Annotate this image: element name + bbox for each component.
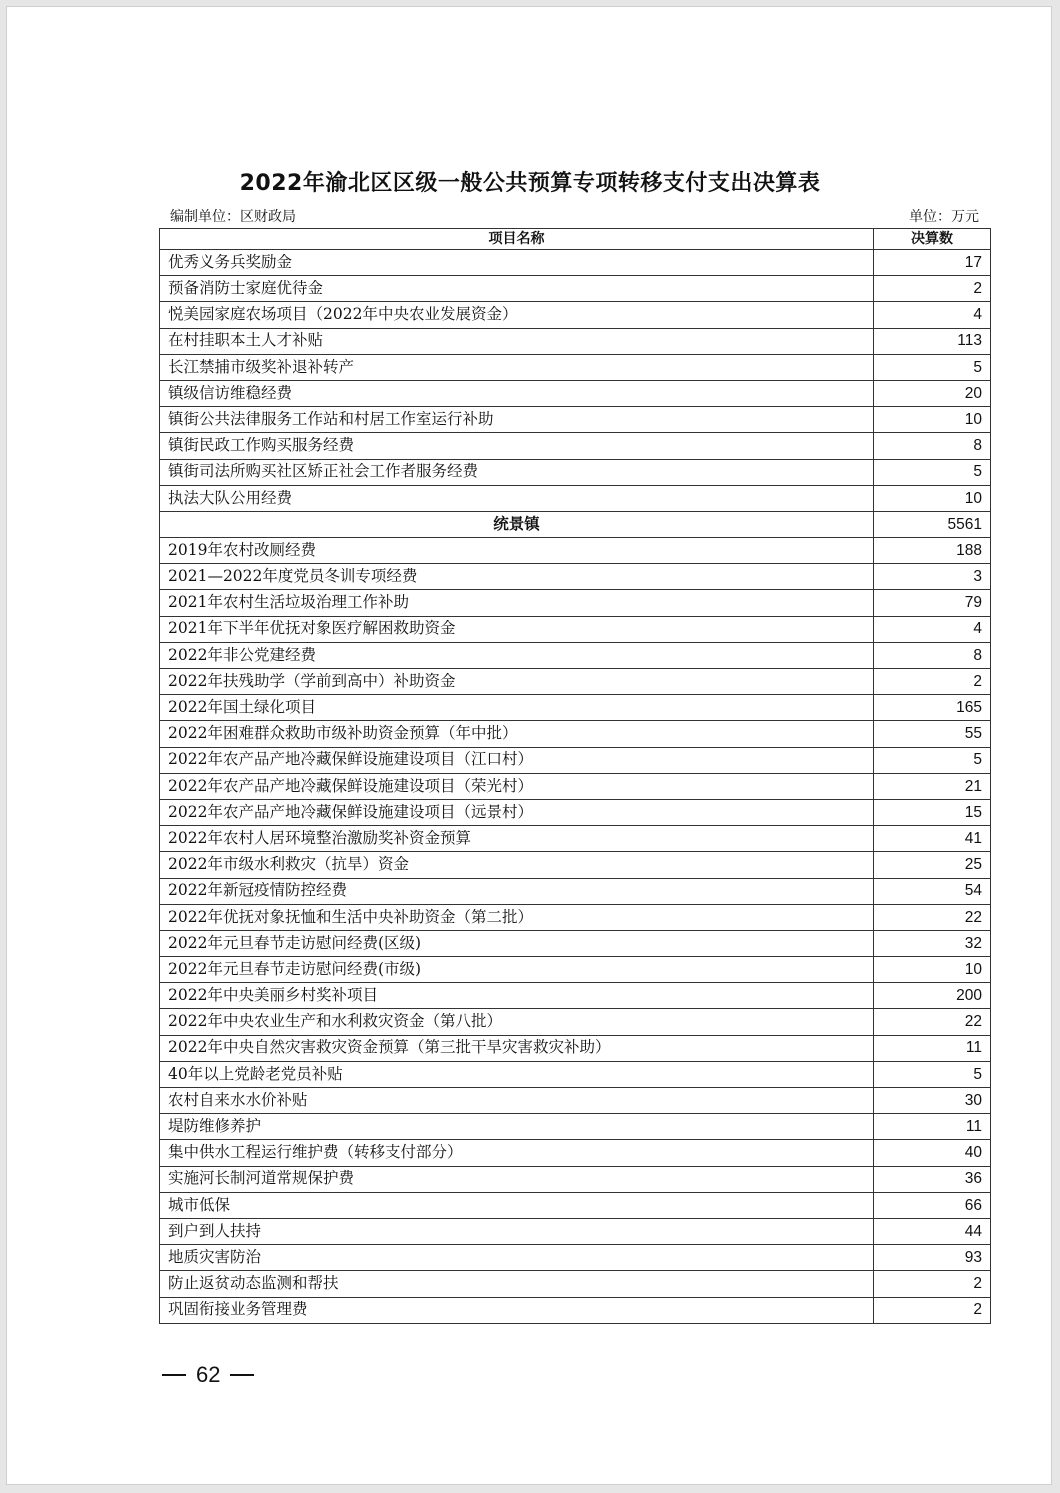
row-amount: 44 <box>874 1218 991 1244</box>
row-amount: 79 <box>874 590 991 616</box>
row-amount: 5561 <box>874 511 991 537</box>
row-project-name: 统景镇 <box>160 511 874 537</box>
dash-left <box>162 1374 186 1376</box>
row-amount: 3 <box>874 564 991 590</box>
row-project-name: 2022年中央自然灾害救灾资金预算（第三批干旱灾害救灾补助） <box>160 1035 874 1061</box>
row-amount: 40 <box>874 1140 991 1166</box>
table-row <box>160 1166 991 1192</box>
row-amount: 2 <box>874 1297 991 1323</box>
table-row <box>160 852 991 878</box>
table-row <box>160 590 991 616</box>
row-amount: 66 <box>874 1192 991 1218</box>
row-amount: 93 <box>874 1245 991 1271</box>
row-project-name: 优秀义务兵奖励金 <box>160 250 874 276</box>
row-amount: 4 <box>874 302 991 328</box>
header-project-name: 项目名称 <box>160 229 874 250</box>
row-amount: 188 <box>874 538 991 564</box>
row-project-name: 到户到人扶持 <box>160 1218 874 1244</box>
row-amount: 10 <box>874 957 991 983</box>
row-project-name: 2022年困难群众救助市级补助资金预算（年中批） <box>160 721 874 747</box>
row-project-name: 2021年下半年优抚对象医疗解困救助资金 <box>160 616 874 642</box>
table-row <box>160 433 991 459</box>
table-row <box>160 538 991 564</box>
row-amount: 11 <box>874 1035 991 1061</box>
row-amount: 41 <box>874 826 991 852</box>
row-project-name: 防止返贫动态监测和帮扶 <box>160 1271 874 1297</box>
table-row <box>160 1297 991 1323</box>
row-project-name: 2022年新冠疫情防控经费 <box>160 878 874 904</box>
row-project-name: 镇级信访维稳经费 <box>160 380 874 406</box>
table-row <box>160 1088 991 1114</box>
page-title: 2022年渝北区区级一般公共预算专项转移支付支出决算表 <box>239 171 821 196</box>
row-amount: 5 <box>874 459 991 485</box>
row-amount: 8 <box>874 642 991 668</box>
table-row <box>160 1035 991 1061</box>
table-row <box>160 1009 991 1035</box>
row-project-name: 2022年农产品产地冷藏保鲜设施建设项目（荣光村） <box>160 773 874 799</box>
row-amount: 5 <box>874 354 991 380</box>
table-row <box>160 485 991 511</box>
page-number: 62 <box>196 1362 221 1387</box>
row-project-name: 40年以上党龄老党员补贴 <box>160 1061 874 1087</box>
row-project-name: 镇街司法所购买社区矫正社会工作者服务经费 <box>160 459 874 485</box>
table-row <box>160 957 991 983</box>
table-row <box>160 276 991 302</box>
row-amount: 5 <box>874 1061 991 1087</box>
row-project-name: 集中供水工程运行维护费（转移支付部分） <box>160 1140 874 1166</box>
table-group-row <box>160 511 991 537</box>
row-project-name: 长江禁捕市级奖补退补转产 <box>160 354 874 380</box>
table-row <box>160 695 991 721</box>
table-body <box>160 250 991 1324</box>
table-row <box>160 669 991 695</box>
table-row <box>160 747 991 773</box>
row-amount: 5 <box>874 747 991 773</box>
table-row <box>160 642 991 668</box>
row-project-name: 镇街公共法律服务工作站和村居工作室运行补助 <box>160 407 874 433</box>
row-amount: 8 <box>874 433 991 459</box>
row-amount: 55 <box>874 721 991 747</box>
row-amount: 15 <box>874 799 991 825</box>
table-row <box>160 1061 991 1087</box>
row-amount: 32 <box>874 930 991 956</box>
header-amount: 决算数 <box>874 229 991 250</box>
row-project-name: 预备消防士家庭优待金 <box>160 276 874 302</box>
row-amount: 22 <box>874 904 991 930</box>
row-project-name: 悦美园家庭农场项目（2022年中央农业发展资金） <box>160 302 874 328</box>
table-row <box>160 1192 991 1218</box>
row-project-name: 2022年国土绿化项目 <box>160 695 874 721</box>
table-row <box>160 773 991 799</box>
table-row <box>160 328 991 354</box>
row-project-name: 2022年农产品产地冷藏保鲜设施建设项目（远景村） <box>160 799 874 825</box>
dash-right <box>230 1374 254 1376</box>
row-amount: 200 <box>874 983 991 1009</box>
row-project-name: 镇街民政工作购买服务经费 <box>160 433 874 459</box>
table-row <box>160 930 991 956</box>
row-project-name: 2022年元旦春节走访慰问经费(市级) <box>160 957 874 983</box>
row-project-name: 2022年非公党建经费 <box>160 642 874 668</box>
row-project-name: 执法大队公用经费 <box>160 485 874 511</box>
row-project-name: 实施河长制河道常规保护费 <box>160 1166 874 1192</box>
row-project-name: 2021年农村生活垃圾治理工作补助 <box>160 590 874 616</box>
table-row <box>160 459 991 485</box>
row-project-name: 2022年优抚对象抚恤和生活中央补助资金（第二批） <box>160 904 874 930</box>
row-project-name: 在村挂职本土人才补贴 <box>160 328 874 354</box>
table-row <box>160 1218 991 1244</box>
row-amount: 4 <box>874 616 991 642</box>
table-row <box>160 564 991 590</box>
row-amount: 30 <box>874 1088 991 1114</box>
table-row <box>160 250 991 276</box>
row-amount: 20 <box>874 380 991 406</box>
row-project-name: 2022年中央美丽乡村奖补项目 <box>160 983 874 1009</box>
table-row <box>160 799 991 825</box>
table-row <box>160 380 991 406</box>
row-project-name: 城市低保 <box>160 1192 874 1218</box>
table-row <box>160 721 991 747</box>
row-amount: 2 <box>874 276 991 302</box>
unit-label: 单位：万元 <box>909 209 979 225</box>
row-project-name: 农村自来水水价补贴 <box>160 1088 874 1114</box>
page-footer <box>162 1362 254 1388</box>
row-amount: 17 <box>874 250 991 276</box>
table-header-row <box>160 229 991 250</box>
table-row <box>160 1245 991 1271</box>
table-row <box>160 878 991 904</box>
row-project-name: 2022年扶残助学（学前到高中）补助资金 <box>160 669 874 695</box>
row-amount: 25 <box>874 852 991 878</box>
table-row <box>160 1114 991 1140</box>
row-project-name: 堤防维修养护 <box>160 1114 874 1140</box>
row-amount: 2 <box>874 669 991 695</box>
table-row <box>160 1271 991 1297</box>
table-row <box>160 616 991 642</box>
row-project-name: 2022年农产品产地冷藏保鲜设施建设项目（江口村） <box>160 747 874 773</box>
table-row <box>160 1140 991 1166</box>
table-row <box>160 904 991 930</box>
row-amount: 10 <box>874 485 991 511</box>
table-row <box>160 826 991 852</box>
row-amount: 11 <box>874 1114 991 1140</box>
row-project-name: 2022年中央农业生产和水利救灾资金（第八批） <box>160 1009 874 1035</box>
row-amount: 2 <box>874 1271 991 1297</box>
table-row <box>160 302 991 328</box>
budget-table <box>159 228 991 1324</box>
row-amount: 165 <box>874 695 991 721</box>
row-amount: 36 <box>874 1166 991 1192</box>
row-project-name: 2022年元旦春节走访慰问经费(区级) <box>160 930 874 956</box>
row-amount: 22 <box>874 1009 991 1035</box>
compiler-label: 编制单位：区财政局 <box>170 209 296 225</box>
row-amount: 10 <box>874 407 991 433</box>
row-project-name: 2022年农村人居环境整治激励奖补资金预算 <box>160 826 874 852</box>
row-project-name: 2022年市级水利救灾（抗旱）资金 <box>160 852 874 878</box>
row-amount: 113 <box>874 328 991 354</box>
table-row <box>160 983 991 1009</box>
row-project-name: 巩固衔接业务管理费 <box>160 1297 874 1323</box>
row-amount: 21 <box>874 773 991 799</box>
row-project-name: 地质灾害防治 <box>160 1245 874 1271</box>
row-project-name: 2021—2022年度党员冬训专项经费 <box>160 564 874 590</box>
row-project-name: 2019年农村改厕经费 <box>160 538 874 564</box>
table-row <box>160 407 991 433</box>
row-amount: 54 <box>874 878 991 904</box>
table-row <box>160 354 991 380</box>
